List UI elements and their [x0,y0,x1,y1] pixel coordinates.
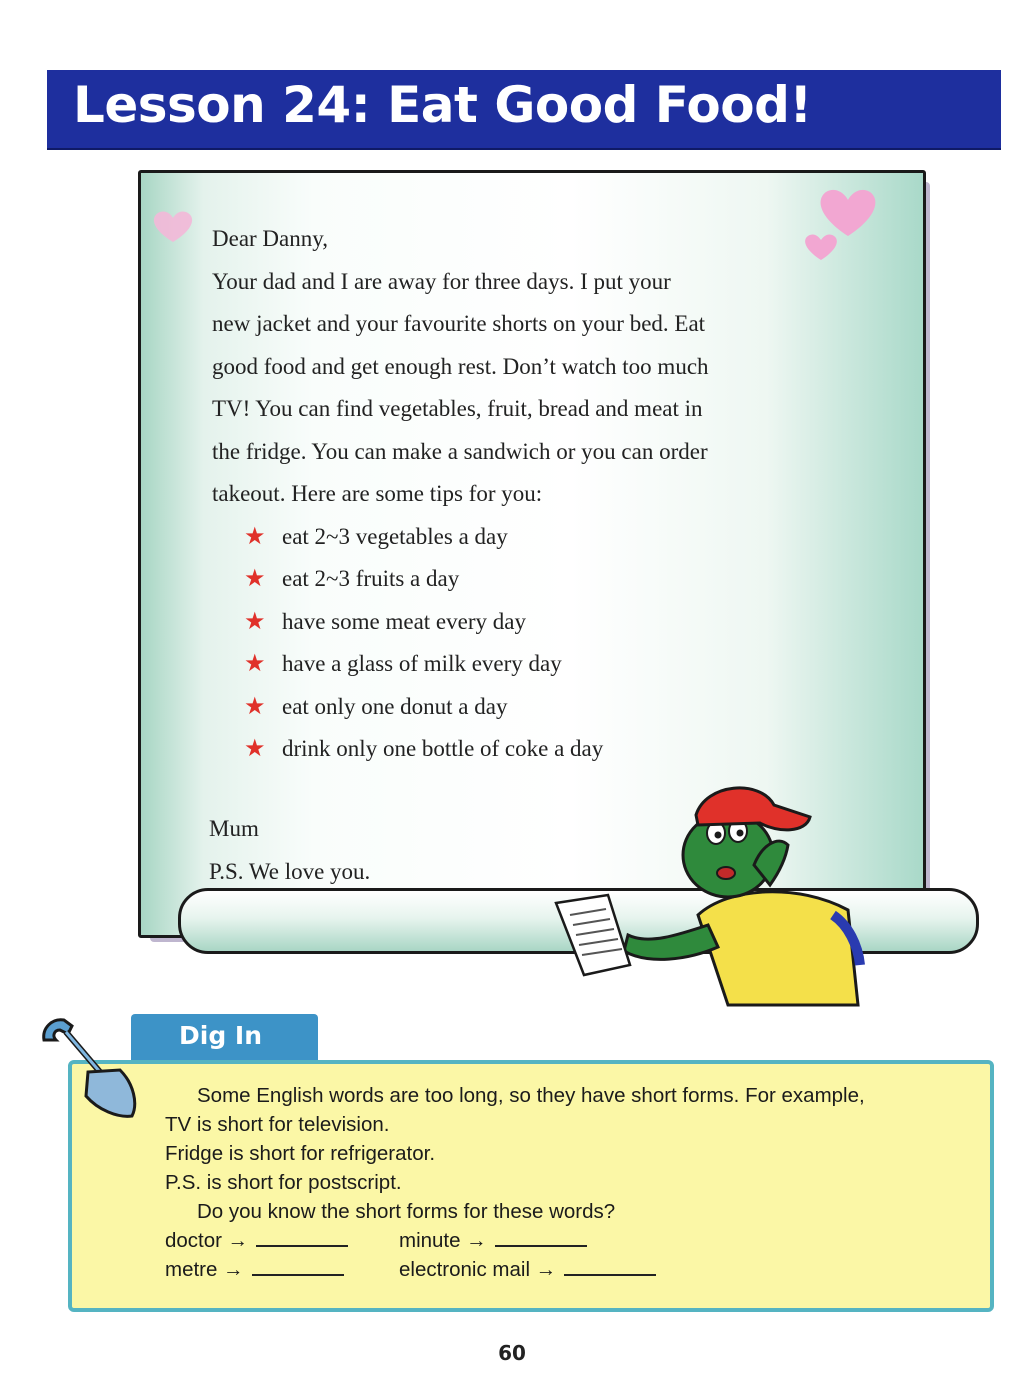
star-icon: ★ [244,608,266,635]
exercise-word: minute → [399,1229,487,1252]
tips-list [244,516,852,771]
tip-item [244,728,852,771]
exercise-word: doctor → [165,1229,249,1252]
tip-text: drink only one bottle of coke a day [282,736,604,761]
dig-in-question: Do you know the short forms for these words? [197,1200,616,1223]
turtle-character-illustration [548,775,888,1007]
letter-line: good food and get enough rest. Don’t watch too much [212,353,709,379]
tip-text: have a glass of milk every day [282,651,562,676]
letter-line: Your dad and I are away for three days. I put your [212,268,671,294]
tip-text: eat 2~3 fruits a day [282,566,460,591]
exercise-item [399,1255,656,1284]
star-icon: ★ [244,523,266,550]
star-icon: ★ [244,736,266,762]
dig-in-example: TV is short for television. [165,1113,390,1136]
dig-in-example: P.S. is short for postscript. [165,1171,402,1194]
tip-text: have some meat every day [282,608,526,634]
dig-in-text [165,1081,985,1284]
tip-text: eat 2~3 vegetables a day [282,523,508,549]
star-icon: ★ [244,651,266,677]
letter-line: takeout. Here are some tips for you: [212,481,543,506]
letter-line: new jacket and your favourite shorts on your bed. Eat [212,311,706,336]
page-number: 60 [498,1341,526,1365]
letter-signature: Mum [209,816,259,841]
answer-blank[interactable] [256,1227,348,1247]
exercise-item [165,1255,344,1284]
exercise-word: metre → [165,1258,244,1281]
tip-item [244,601,852,644]
answer-blank[interactable] [564,1256,656,1276]
answer-blank[interactable] [252,1256,344,1276]
exercise-row [165,1255,985,1284]
heart-icon [148,208,198,244]
exercise-word: electronic mail → [399,1258,557,1281]
shovel-icon [38,1014,150,1124]
exercise-row [165,1226,985,1255]
tip-item [244,643,852,686]
dig-in-label: Dig In [179,1021,263,1050]
letter-greeting: Dear Danny, [212,226,329,251]
letter-signature-block [209,808,370,893]
dig-in-intro: Some English words are too long, so they have short forms. For example, [197,1084,865,1107]
lesson-title-banner [47,70,1001,148]
star-icon: ★ [244,566,266,592]
dig-in-tab [131,1014,318,1060]
tip-item [244,686,852,729]
star-icon: ★ [244,693,266,720]
dig-in-example: Fridge is short for refrigerator. [165,1142,436,1165]
exercise-item [399,1226,587,1255]
letter-line: the fridge. You can make a sandwich or you can order [212,438,708,464]
tip-text: eat only one donut a day [282,693,508,719]
tip-item [244,516,852,559]
tip-item [244,558,852,601]
letter-postscript: P.S. We love you. [209,858,371,884]
letter-line: TV! You can find vegetables, fruit, bread and meat in [212,396,703,421]
lesson-title: Lesson 24: Eat Good Food! [73,76,812,134]
letter-body [212,218,852,771]
exercise-item [165,1226,348,1255]
answer-blank[interactable] [495,1227,587,1247]
